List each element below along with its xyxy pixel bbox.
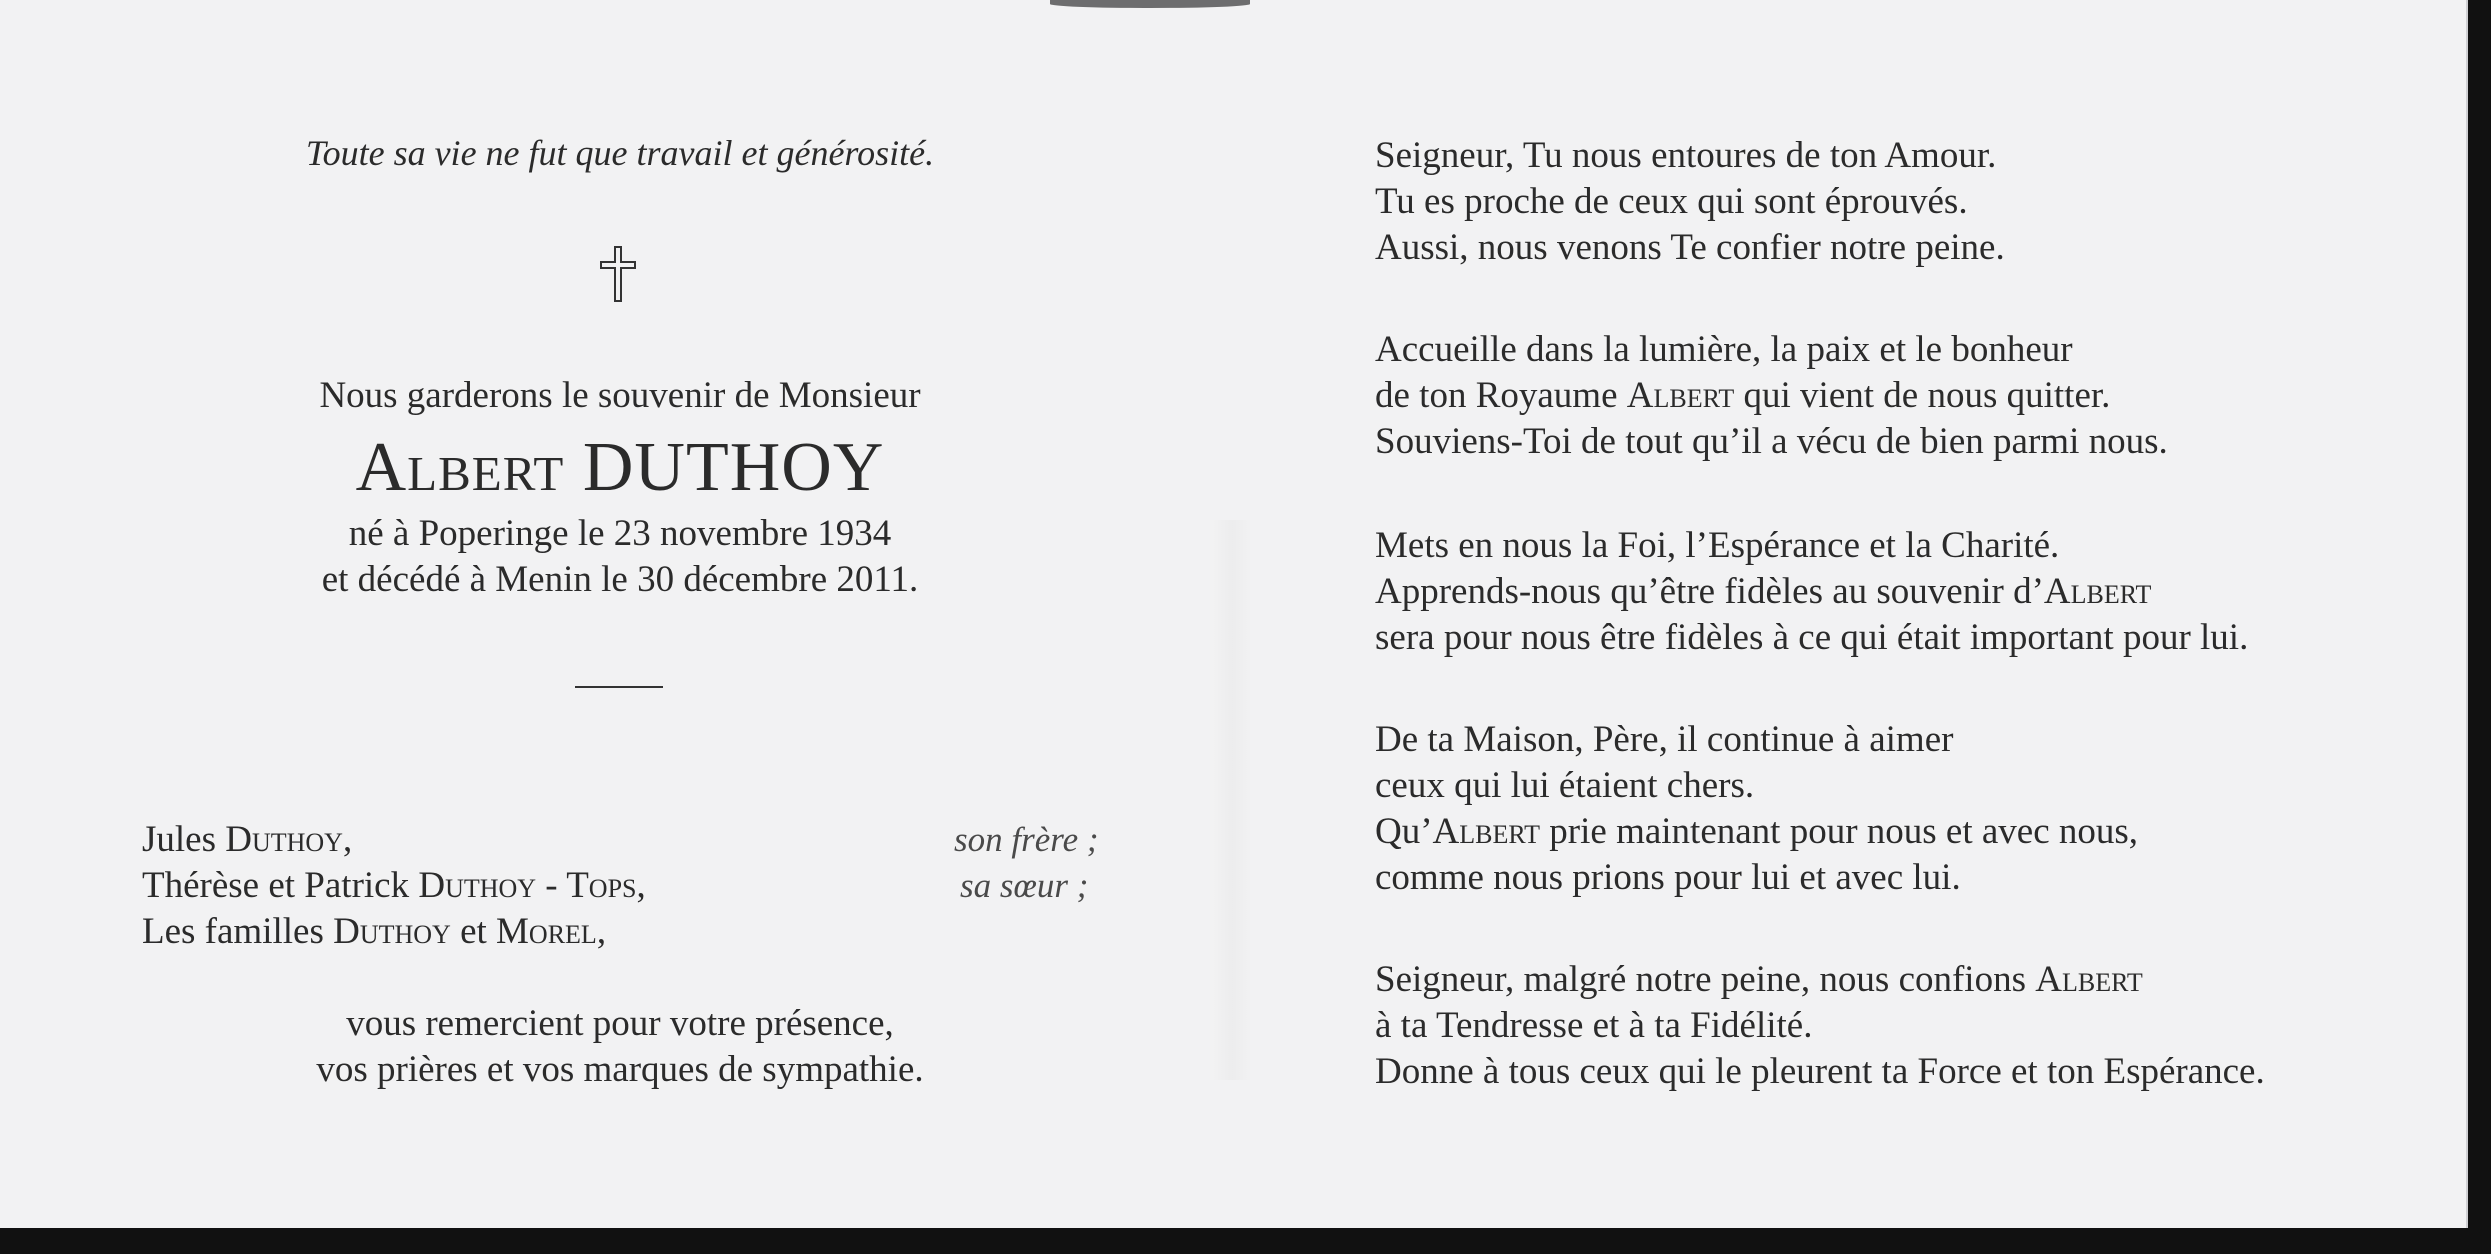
cross-icon xyxy=(598,245,638,303)
prayer-line: comme nous prions pour lui et avec lui. xyxy=(1375,857,1961,898)
prayer-line: Seigneur, Tu nous entoures de ton Amour. xyxy=(1375,135,1997,176)
prayer-line: Mets en nous la Foi, l’Espérance et la Charité. xyxy=(1375,525,2060,566)
relation-label-2: sa sœur ; xyxy=(960,866,1089,905)
prayer-line: Apprends-nous qu’être fidèles au souvenir d’Albert xyxy=(1375,571,2152,612)
birth-line: né à Poperinge le 23 novembre 1934 xyxy=(348,513,892,554)
prayer-line: à ta Tendresse et à ta Fidélité. xyxy=(1375,1005,1813,1046)
prayer-line: Tu es proche de ceux qui sont éprouvés. xyxy=(1375,181,1968,222)
divider xyxy=(575,686,663,688)
card-fold xyxy=(1212,520,1252,1080)
death-line: et décédé à Menin le 30 décembre 2011. xyxy=(321,559,919,600)
prayer-line: de ton Royaume Albert qui vient de nous quitter. xyxy=(1375,375,2111,416)
deceased-name xyxy=(0,428,1240,508)
motto: Toute sa vie ne fut que travail et générosité. xyxy=(305,133,935,173)
thanks-line-1: vous remercient pour votre présence, xyxy=(346,1003,894,1044)
given-name: Albert xyxy=(355,429,565,506)
prayer-line: ceux qui lui étaient chers. xyxy=(1375,765,1755,806)
family-line-2: Thérèse et Patrick Duthoy - Tops, xyxy=(142,865,646,906)
family-name: DUTHOY xyxy=(582,429,885,506)
prayer-line: Seigneur, malgré notre peine, nous confions Albert xyxy=(1375,959,2143,1000)
prayer-line: sera pour nous être fidèles à ce qui était important pour lui. xyxy=(1375,617,2249,658)
prayer-line: Accueille dans la lumière, la paix et le bonheur xyxy=(1375,329,2073,370)
relation-label-1: son frère ; xyxy=(954,820,1099,859)
intro-line: Nous garderons le souvenir de Monsieur xyxy=(319,375,921,416)
prayer-line: Aussi, nous venons Te confier notre peine. xyxy=(1375,227,2005,268)
prayer-line: Donne à tous ceux qui le pleurent ta Force et ton Espérance. xyxy=(1375,1051,2265,1092)
scan-shadow xyxy=(1050,0,1250,8)
family-line-1: Jules Duthoy, xyxy=(142,819,353,860)
prayer-line: Qu’Albert prie maintenant pour nous et avec nous, xyxy=(1375,811,2139,852)
prayer-line: Souviens-Toi de tout qu’il a vécu de bien parmi nous. xyxy=(1375,421,2168,462)
prayer-line: De ta Maison, Père, il continue à aimer xyxy=(1375,719,1954,760)
family-line-3: Les familles Duthoy et Morel, xyxy=(142,911,607,952)
thanks-line-2: vos prières et vos marques de sympathie. xyxy=(316,1049,924,1090)
